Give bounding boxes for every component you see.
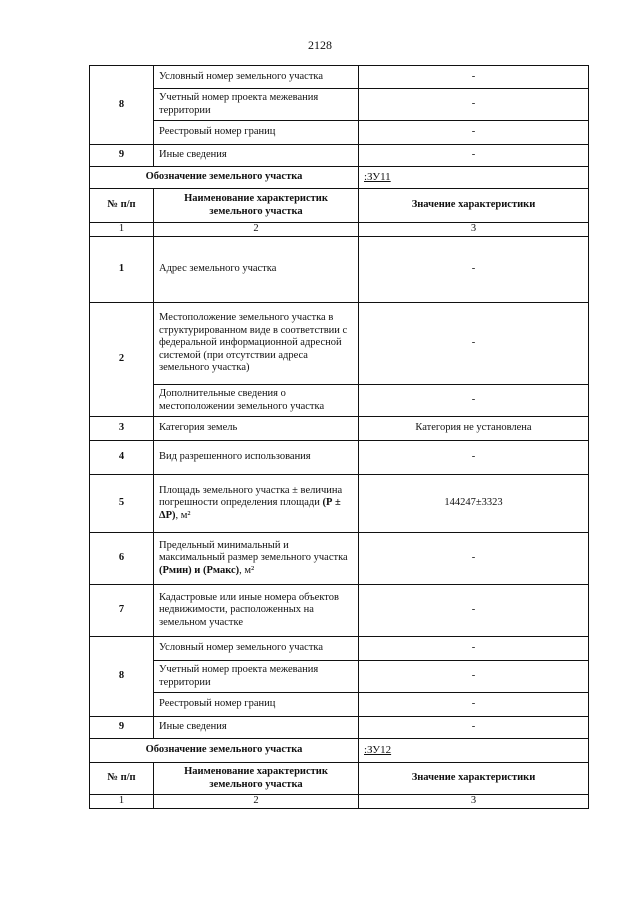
name-text: Предельный минимальный и максимальный размер земельного участка	[159, 539, 348, 564]
row-number: 9	[90, 717, 154, 739]
unit-text: , м²	[239, 564, 255, 576]
characteristic-value: -	[359, 533, 589, 585]
row-number: 9	[90, 145, 154, 167]
characteristic-name: Категория земель	[154, 417, 359, 441]
characteristic-value: 144247±3323	[359, 475, 589, 533]
unit-text: , м²	[175, 509, 191, 521]
row-number: 6	[90, 533, 154, 585]
characteristic-name: Дополнительные сведения о местоположении земельного участка	[154, 385, 359, 417]
formula-text: (Р ± ΔР)	[159, 497, 341, 521]
name-text: Площадь земельного участка ± величина погрешности определения площади	[159, 484, 343, 509]
designation-row	[90, 167, 589, 189]
characteristic-value: -	[359, 585, 589, 637]
page-number: 2128	[308, 38, 332, 52]
table-row	[90, 66, 589, 89]
table-row	[90, 237, 589, 303]
characteristic-value: -	[359, 637, 589, 661]
characteristic-value: -	[359, 237, 589, 303]
characteristic-name: Адрес земельного участка	[154, 237, 359, 303]
row-number: 3	[90, 417, 154, 441]
column-number: 3	[359, 223, 589, 237]
designation-label: Обозначение земельного участка	[90, 739, 359, 763]
table-row	[90, 121, 589, 145]
characteristic-name	[154, 533, 359, 585]
column-number: 3	[359, 795, 589, 809]
table-row	[90, 717, 589, 739]
table-row	[90, 441, 589, 475]
plot-code: :ЗУ12	[359, 739, 589, 763]
table-row	[90, 417, 589, 441]
characteristic-name: Иные сведения	[154, 145, 359, 167]
characteristic-value: -	[359, 693, 589, 717]
characteristic-value: -	[359, 121, 589, 145]
table-row	[90, 89, 589, 121]
column-number: 2	[154, 795, 359, 809]
characteristic-value: -	[359, 66, 589, 89]
row-number: 7	[90, 585, 154, 637]
characteristic-value: -	[359, 717, 589, 739]
table-row	[90, 385, 589, 417]
table-row	[90, 475, 589, 533]
header-num: № п/п	[90, 189, 154, 223]
characteristic-name: Кадастровые или иные номера объектов недвижимости, расположенных на земельном участке	[154, 585, 359, 637]
formula-text: (Рмин) и (Рмакс)	[159, 564, 240, 576]
row-number: 5	[90, 475, 154, 533]
characteristic-value: -	[359, 89, 589, 121]
column-number: 1	[90, 795, 154, 809]
characteristic-name: Реестровый номер границ	[154, 121, 359, 145]
characteristic-value: -	[359, 385, 589, 417]
designation-label: Обозначение земельного участка	[90, 167, 359, 189]
header-name: Наименование характеристик земельного участка	[154, 189, 359, 223]
characteristic-value: -	[359, 145, 589, 167]
column-number-row	[90, 795, 589, 809]
characteristic-name: Условный номер земельного участка	[154, 66, 359, 89]
row-number: 1	[90, 237, 154, 303]
header-value: Значение характеристики	[359, 189, 589, 223]
column-number: 1	[90, 223, 154, 237]
table-row	[90, 145, 589, 167]
characteristic-value: -	[359, 441, 589, 475]
characteristic-name	[154, 475, 359, 533]
column-number: 2	[154, 223, 359, 237]
characteristic-name: Иные сведения	[154, 717, 359, 739]
plot-code: :ЗУ11	[359, 167, 589, 189]
row-number: 8	[90, 637, 154, 717]
characteristic-value: -	[359, 661, 589, 693]
table-row	[90, 661, 589, 693]
characteristic-name: Вид разрешенного использования	[154, 441, 359, 475]
table-row	[90, 637, 589, 661]
characteristic-value: -	[359, 303, 589, 385]
header-row	[90, 189, 589, 223]
table-row	[90, 533, 589, 585]
table-row	[90, 693, 589, 717]
header-row	[90, 763, 589, 795]
characteristic-name: Условный номер земельного участка	[154, 637, 359, 661]
row-number: 8	[90, 66, 154, 145]
header-value: Значение характеристики	[359, 763, 589, 795]
row-number: 4	[90, 441, 154, 475]
land-plot-table	[89, 65, 589, 809]
table-row	[90, 303, 589, 385]
characteristic-name: Учетный номер проекта межевания территории	[154, 89, 359, 121]
row-number: 2	[90, 303, 154, 417]
column-number-row	[90, 223, 589, 237]
characteristic-name: Учетный номер проекта межевания территории	[154, 661, 359, 693]
table-row	[90, 585, 589, 637]
characteristic-name: Местоположение земельного участка в структурированном виде в соответствии с федеральной информационной адресной системой (при отсутствии адреса земельного участка)	[154, 303, 359, 385]
characteristic-name: Реестровый номер границ	[154, 693, 359, 717]
designation-row	[90, 739, 589, 763]
header-num: № п/п	[90, 763, 154, 795]
header-name: Наименование характеристик земельного участка	[154, 763, 359, 795]
characteristic-value: Категория не установлена	[359, 417, 589, 441]
